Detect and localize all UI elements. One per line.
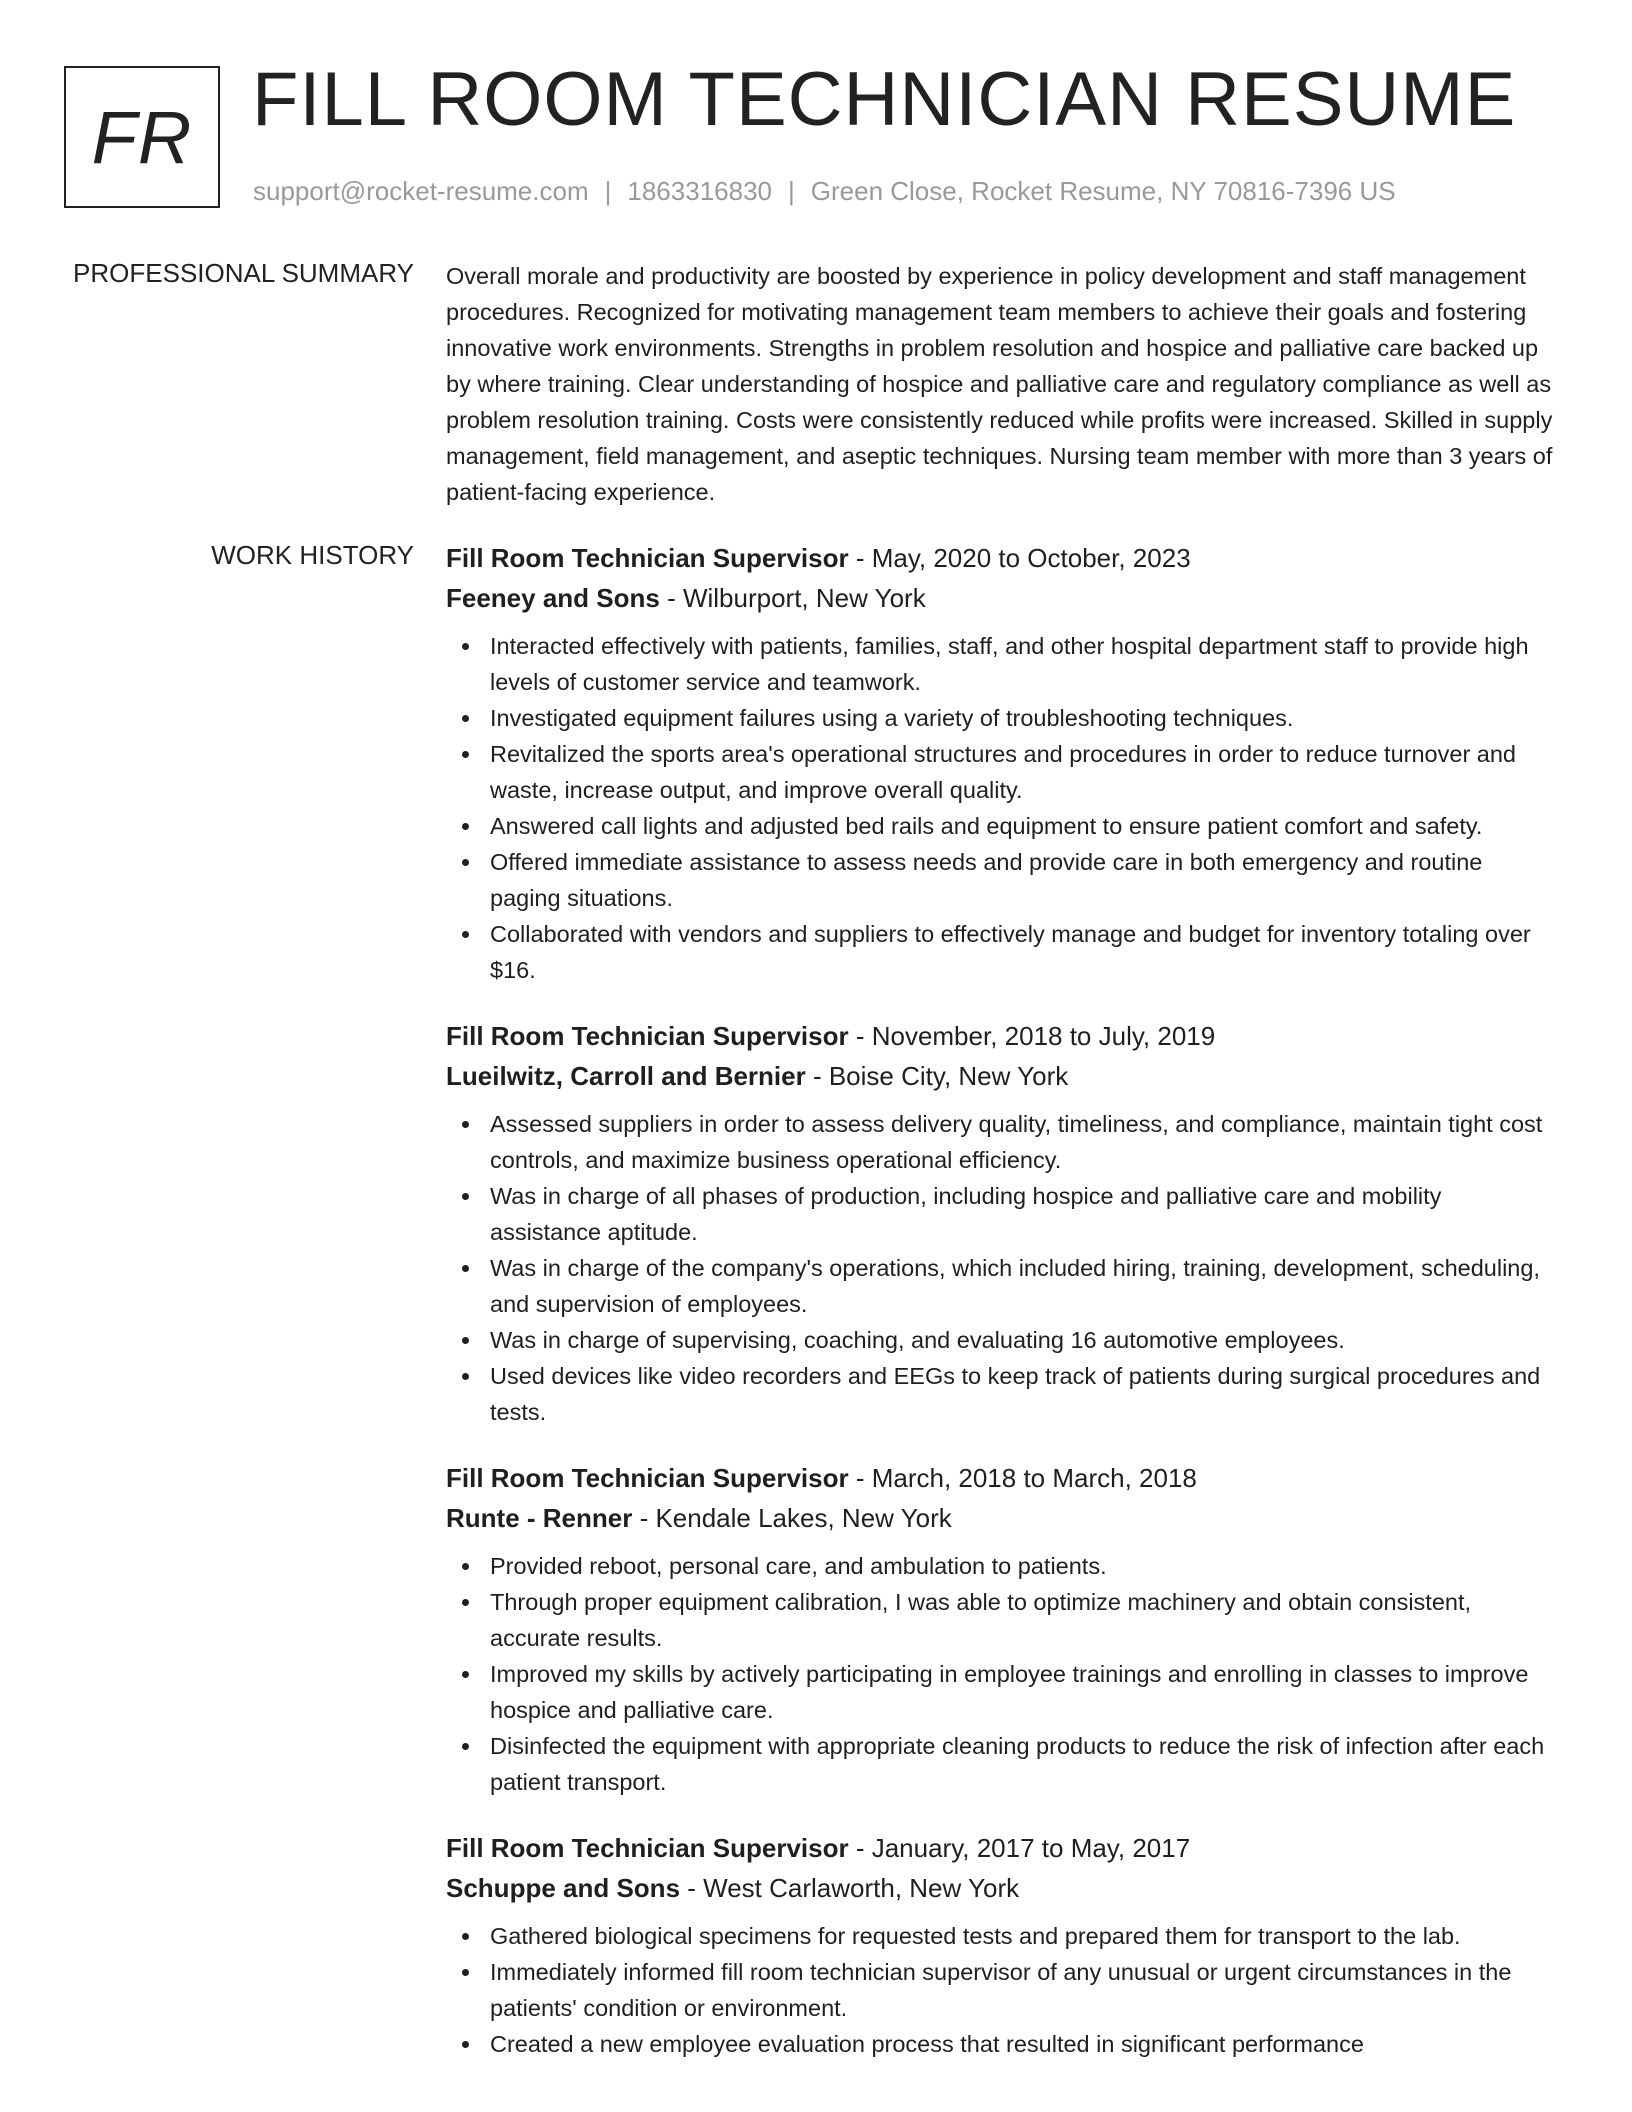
bullet-text: Assessed suppliers in order to assess delivery quality, timeliness, and compliance, maintain tight cost controls, and maximize business operational efficiency. — [490, 1111, 1543, 1173]
job-title-line — [446, 1458, 1556, 1498]
bullet-text: Improved my skills by actively participating in employee trainings and enrolling in classes to improve hospice and palliative care. — [490, 1661, 1529, 1723]
bullet-text: Offered immediate assistance to assess needs and provide care in both emergency and routine paging situations. — [490, 849, 1483, 911]
contact-email[interactable]: support@rocket-resume.com — [253, 176, 589, 206]
bullet-text: Revitalized the sports area's operational structures and procedures in order to reduce turnover and waste, increase output, and improve overall quality. — [490, 741, 1517, 803]
job-dash: - — [680, 1873, 704, 1903]
bullet-text: Was in charge of the company's operations, which included hiring, training, development, scheduling, and supervision of employees. — [490, 1255, 1540, 1317]
job-entry — [446, 538, 1556, 988]
bullet-dot-icon — [462, 1265, 469, 1272]
monogram-initials: FR — [91, 95, 193, 179]
bullet-text: Interacted effectively with patients, families, staff, and other hospital department staff to provide high levels of customer service and teamwork. — [490, 633, 1529, 695]
job-dash: - — [632, 1503, 656, 1533]
bullet-dot-icon — [462, 1563, 469, 1570]
section-label-summary: PROFESSIONAL SUMMARY — [73, 258, 414, 288]
bullet-dot-icon — [462, 1671, 469, 1678]
contact-address: Green Close, Rocket Resume, NY 70816-7396 US — [810, 176, 1396, 206]
work-history-section — [446, 538, 1556, 2090]
job-company-line — [446, 1056, 1556, 1096]
bullet-text: Provided reboot, personal care, and ambulation to patients. — [490, 1553, 1107, 1579]
job-location: Kendale Lakes, New York — [655, 1503, 952, 1533]
contact-phone[interactable]: 1863316830 — [627, 176, 772, 206]
job-company: Feeney and Sons — [446, 583, 660, 613]
job-company: Schuppe and Sons — [446, 1873, 681, 1903]
job-dash: - — [848, 1021, 872, 1051]
bullet-dot-icon — [462, 643, 469, 650]
bullet-text: Investigated equipment failures using a variety of troubleshooting techniques. — [490, 705, 1294, 731]
list-item — [446, 808, 1556, 844]
bullet-text: Was in charge of supervising, coaching, and evaluating 16 automotive employees. — [490, 1327, 1345, 1353]
job-dash: - — [848, 1833, 872, 1863]
list-item — [446, 736, 1556, 808]
list-item — [446, 844, 1556, 916]
bullet-dot-icon — [462, 931, 469, 938]
bullet-dot-icon — [462, 1969, 469, 1976]
job-entry — [446, 1828, 1556, 2062]
list-item — [446, 1358, 1556, 1430]
job-location: West Carlaworth, New York — [703, 1873, 1020, 1903]
job-dates: March, 2018 to March, 2018 — [871, 1463, 1197, 1493]
job-title: Fill Room Technician Supervisor — [446, 1463, 849, 1493]
job-location: Boise City, New York — [828, 1061, 1069, 1091]
job-location: Wilburport, New York — [682, 583, 926, 613]
job-dates: November, 2018 to July, 2019 — [871, 1021, 1216, 1051]
list-item — [446, 2026, 1556, 2062]
list-item — [446, 1918, 1556, 1954]
bullet-text: Created a new employee evaluation process that resulted in significant performance — [490, 2031, 1364, 2057]
job-entry — [446, 1016, 1556, 1430]
job-entry — [446, 1458, 1556, 1800]
job-title-line — [446, 1016, 1556, 1056]
bullet-text: Immediately informed fill room technician supervisor of any unusual or urgent circumstances in the patients' condition or environment. — [490, 1959, 1512, 2021]
bullet-dot-icon — [462, 823, 469, 830]
bullet-text: Through proper equipment calibration, I was able to optimize machinery and obtain consistent, accurate results. — [490, 1589, 1472, 1651]
bullet-text: Collaborated with vendors and suppliers to effectively manage and budget for inventory totaling over $16. — [490, 921, 1531, 983]
list-item — [446, 916, 1556, 988]
job-bullets — [446, 1106, 1556, 1430]
job-dates: May, 2020 to October, 2023 — [871, 543, 1191, 573]
job-company-line — [446, 1868, 1556, 1908]
job-title: Fill Room Technician Supervisor — [446, 1833, 849, 1863]
bullet-text: Disinfected the equipment with appropriate cleaning products to reduce the risk of infection after each patient transport. — [490, 1733, 1545, 1795]
bullet-dot-icon — [462, 1373, 469, 1380]
list-item — [446, 1548, 1556, 1584]
job-title-line — [446, 538, 1556, 578]
list-item — [446, 1656, 1556, 1728]
job-company: Runte - Renner — [446, 1503, 633, 1533]
bullet-dot-icon — [462, 1599, 469, 1606]
contact-separator: | — [788, 176, 795, 206]
job-title: Fill Room Technician Supervisor — [446, 543, 849, 573]
job-bullets — [446, 1918, 1556, 2062]
section-label-work-history: WORK HISTORY — [211, 540, 414, 570]
monogram-box — [64, 66, 220, 208]
bullet-text: Used devices like video recorders and EEGs to keep track of patients during surgical procedures and tests. — [490, 1363, 1541, 1425]
summary-text: Overall morale and productivity are boosted by experience in policy development and staff management procedures. Recognized for motivating management team members to achieve their goals and fostering innovative work environments. Strengths in problem resolution and hospice and palliative care backed up by where training. Clear understanding of hospice and palliative care and regulatory compliance as well as problem resolution training. Costs were consistently reduced while profits were increased. Skilled in supply management, field management, and aseptic techniques. Nursing team member with more than 3 years of patient-facing experience. — [446, 263, 1553, 505]
bullet-dot-icon — [462, 1933, 469, 1940]
job-bullets — [446, 1548, 1556, 1800]
job-dash: - — [659, 583, 683, 613]
bullet-dot-icon — [462, 1121, 469, 1128]
bullet-dot-icon — [462, 715, 469, 722]
list-item — [446, 1178, 1556, 1250]
resume-title: FILL ROOM TECHNICIAN RESUME — [252, 57, 1517, 142]
list-item — [446, 1250, 1556, 1322]
bullet-dot-icon — [462, 1193, 469, 1200]
job-company-line — [446, 1498, 1556, 1538]
list-item — [446, 1322, 1556, 1358]
summary-section — [446, 258, 1556, 510]
list-item — [446, 700, 1556, 736]
job-dash: - — [805, 1061, 829, 1091]
bullet-text: Was in charge of all phases of production, including hospice and palliative care and mobility assistance aptitude. — [490, 1183, 1442, 1245]
bullet-text: Gathered biological specimens for requested tests and prepared them for transport to the lab. — [490, 1923, 1461, 1949]
list-item — [446, 1106, 1556, 1178]
job-company: Lueilwitz, Carroll and Bernier — [446, 1061, 806, 1091]
bullet-dot-icon — [462, 859, 469, 866]
job-dash: - — [848, 543, 872, 573]
list-item — [446, 628, 1556, 700]
contact-line — [253, 176, 1396, 207]
bullet-dot-icon — [462, 1337, 469, 1344]
list-item — [446, 1584, 1556, 1656]
job-bullets — [446, 628, 1556, 988]
list-item — [446, 1954, 1556, 2026]
job-dash: - — [848, 1463, 872, 1493]
contact-separator: | — [604, 176, 612, 206]
job-title-line — [446, 1828, 1556, 1868]
bullet-dot-icon — [462, 751, 469, 758]
job-company-line — [446, 578, 1556, 618]
bullet-text: Answered call lights and adjusted bed rails and equipment to ensure patient comfort and safety. — [490, 813, 1483, 839]
bullet-dot-icon — [462, 1743, 469, 1750]
bullet-dot-icon — [462, 2041, 469, 2048]
job-dates: January, 2017 to May, 2017 — [871, 1833, 1191, 1863]
list-item — [446, 1728, 1556, 1800]
job-title: Fill Room Technician Supervisor — [446, 1021, 849, 1051]
